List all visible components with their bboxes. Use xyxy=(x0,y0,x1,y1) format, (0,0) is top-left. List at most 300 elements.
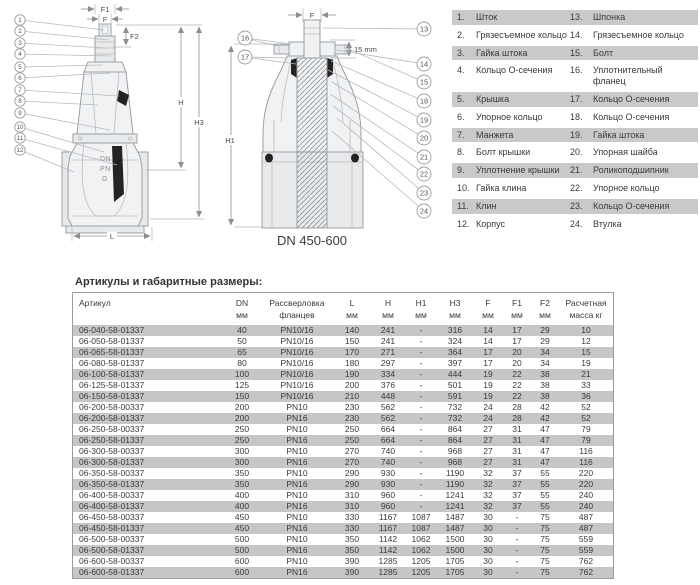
dimension-value: PN10 xyxy=(286,468,308,478)
dimension-value: 55 xyxy=(531,479,559,490)
dimension-value: 330 xyxy=(344,512,360,522)
article-number: 06-250-58-00337 xyxy=(79,424,145,434)
part-number: 5. xyxy=(457,93,465,104)
parts-list-row xyxy=(452,128,698,143)
dimension-value: 55 xyxy=(540,468,550,478)
dimension-value: 200 xyxy=(344,380,360,390)
callout-number: 16 xyxy=(240,33,250,43)
parts-list xyxy=(452,10,698,234)
dimension-value: 42 xyxy=(531,413,559,424)
part-number: 7. xyxy=(457,129,465,140)
valve-diagram-dn450-600 xyxy=(221,8,431,248)
dimension-value: 1705 xyxy=(445,556,465,566)
article-number: 06-080-58-01337 xyxy=(79,358,145,368)
dimension-value: 1062 xyxy=(405,545,437,556)
dimension-value: 390 xyxy=(344,556,360,566)
part-label: Шпонка xyxy=(593,12,626,22)
dimension-value: 32 xyxy=(473,479,503,490)
article-number: 06-200-58-01337 xyxy=(73,413,223,424)
dimension-value: 562 xyxy=(371,413,405,424)
dimension-value: - xyxy=(405,457,437,468)
callout-number: 17 xyxy=(240,52,250,62)
dimension-value: 376 xyxy=(380,380,396,390)
dimension-value: - xyxy=(405,391,437,402)
spec-table-row xyxy=(73,479,613,490)
dimension-value: 22 xyxy=(512,380,522,390)
callout-number: 1 xyxy=(18,17,22,25)
dimension-value: 27 xyxy=(473,457,503,468)
dimension-value: 37 xyxy=(512,468,522,478)
dimension-value: 210 xyxy=(333,391,371,402)
part-label: Шток xyxy=(476,12,498,22)
part-number: 18. xyxy=(570,111,583,122)
part-label: Втулка xyxy=(593,218,622,229)
column-header: F1 xyxy=(512,298,522,308)
dimension-value: 240 xyxy=(559,501,613,512)
spec-table-row xyxy=(73,490,613,501)
column-header-unit: мм xyxy=(511,310,523,320)
dimension-value: 19 xyxy=(581,358,591,368)
parts-list-row xyxy=(452,181,698,196)
callout-number: 6 xyxy=(18,75,22,83)
parts-list-row xyxy=(452,63,698,89)
dimension-value: 1167 xyxy=(378,512,398,522)
column-header: Артикул xyxy=(79,298,111,308)
parts-list-row xyxy=(452,92,698,107)
part-number: 1. xyxy=(457,12,465,22)
callout-number: 2 xyxy=(18,28,22,36)
callout-number: 15 xyxy=(419,77,429,87)
part-number: 16. xyxy=(570,65,583,76)
dimension-value: - xyxy=(503,545,531,556)
part-label: Клин xyxy=(476,200,497,211)
dimension-value: 80 xyxy=(237,358,247,368)
dimension-value: 32 xyxy=(473,501,503,512)
dimension-value: 30 xyxy=(473,523,503,534)
dimension-value: 1142 xyxy=(378,534,398,544)
dimension-value: 34 xyxy=(531,347,559,358)
column-header-unit: мм xyxy=(449,310,461,320)
dimension-value: PN10 xyxy=(286,556,308,566)
callout-number: 10 xyxy=(16,124,24,132)
dimension-value: PN10/16 xyxy=(261,325,333,336)
dim-label-h: H xyxy=(178,98,184,107)
spec-table-row xyxy=(73,435,613,446)
spec-table-row xyxy=(73,347,613,358)
spec-table-row xyxy=(73,358,613,369)
dimension-value: 350 xyxy=(344,534,360,544)
part-label: Крышка xyxy=(476,93,510,104)
dimension-value: 1087 xyxy=(405,523,437,534)
dimension-value: - xyxy=(405,347,437,358)
dimension-value: - xyxy=(405,435,437,446)
dimension-value: 17 xyxy=(503,325,531,336)
dimension-value: 125 xyxy=(234,380,250,390)
dimension-value: PN10 xyxy=(286,490,308,500)
dimension-value: 50 xyxy=(237,336,247,346)
dimension-value: - xyxy=(515,556,519,566)
dimension-value: PN10 xyxy=(286,512,308,522)
dimension-value: 55 xyxy=(531,501,559,512)
dimension-value: 17 xyxy=(483,358,493,368)
dimension-value: - xyxy=(515,512,519,522)
column-header: F xyxy=(485,298,491,308)
callout-number: 3 xyxy=(18,40,22,48)
dimension-value: 864 xyxy=(447,424,463,434)
callout-number: 11 xyxy=(16,135,24,143)
part-label: Упорное кольцо xyxy=(593,182,660,193)
dimension-value: 30 xyxy=(483,534,493,544)
column-header: H1 xyxy=(415,298,427,308)
dimension-value: 40 xyxy=(223,325,261,336)
dim-label-15mm: 15 mm xyxy=(354,45,377,54)
dimension-value: 600 xyxy=(223,567,261,578)
dimension-value: 52 xyxy=(581,402,591,412)
dimension-value: 220 xyxy=(578,468,594,478)
dimension-value: 500 xyxy=(223,545,261,556)
part-number: 10. xyxy=(457,182,470,193)
dimension-value: 250 xyxy=(333,435,371,446)
dimension-value: - xyxy=(515,534,519,544)
dimension-value: 15 xyxy=(559,347,613,358)
dimension-value: 1285 xyxy=(371,567,405,578)
dimension-value: 19 xyxy=(473,369,503,380)
dimension-value: 79 xyxy=(559,435,613,446)
dimension-value: - xyxy=(419,490,423,500)
dimension-value: 444 xyxy=(437,369,473,380)
spec-table-row xyxy=(73,413,613,424)
dimension-value: 559 xyxy=(559,545,613,556)
dimension-value: 180 xyxy=(344,358,360,368)
dimension-value: 330 xyxy=(333,523,371,534)
spec-table-row xyxy=(73,523,613,534)
article-number: 06-400-58-01337 xyxy=(73,501,223,512)
dimension-value: 47 xyxy=(540,424,550,434)
dimension-value: 397 xyxy=(447,358,463,368)
dimension-value: 400 xyxy=(234,490,250,500)
part-number: 17. xyxy=(570,93,583,104)
dimension-value: 75 xyxy=(531,567,559,578)
dimension-value: 930 xyxy=(371,479,405,490)
dimension-value: 316 xyxy=(437,325,473,336)
part-number: 11. xyxy=(457,200,469,211)
column-header-unit: мм xyxy=(482,310,494,320)
part-label: Гайка штока xyxy=(593,129,645,140)
article-number: 06-500-58-00337 xyxy=(79,534,145,544)
dimension-value: PN16 xyxy=(261,435,333,446)
part-number: 15. xyxy=(570,47,583,58)
article-number: 06-350-58-00337 xyxy=(79,468,145,478)
dimension-value: 664 xyxy=(380,424,396,434)
dimension-value: 75 xyxy=(531,523,559,534)
body-mark-pn: PN xyxy=(100,166,111,173)
dimension-value: 100 xyxy=(223,369,261,380)
column-header: DN xyxy=(235,298,249,308)
callout-leader-line xyxy=(20,20,104,30)
dimension-value: 1241 xyxy=(445,490,465,500)
column-header-unit: мм xyxy=(346,310,358,320)
dimension-value: 562 xyxy=(380,402,396,412)
dimension-value: 1205 xyxy=(405,567,437,578)
part-number: 12. xyxy=(457,218,470,229)
dimension-value: 740 xyxy=(380,446,396,456)
column-header: L xyxy=(349,298,355,308)
dimension-value: 52 xyxy=(559,413,613,424)
dimension-value: 37 xyxy=(503,501,531,512)
dimension-value: 500 xyxy=(234,534,250,544)
dimension-value: 400 xyxy=(223,501,261,512)
dimension-value: 27 xyxy=(473,435,503,446)
spec-table-row xyxy=(73,468,613,479)
dimension-value: 37 xyxy=(512,490,522,500)
dimension-value: 42 xyxy=(540,402,550,412)
callout-number: 13 xyxy=(419,24,429,34)
article-number: 06-150-58-01337 xyxy=(73,391,223,402)
dimension-value: 241 xyxy=(371,325,405,336)
dimension-value: 116 xyxy=(579,446,593,456)
part-number: 2. xyxy=(457,29,465,40)
dimension-value: - xyxy=(405,369,437,380)
parts-list-row xyxy=(452,217,698,232)
part-label: Уплотнение крышки xyxy=(476,165,560,176)
parts-list-row xyxy=(452,163,698,178)
dimension-value: 270 xyxy=(333,457,371,468)
spec-table-row xyxy=(73,325,613,336)
callout-number: 9 xyxy=(18,110,22,118)
spec-table-row xyxy=(73,501,613,512)
dimension-value: - xyxy=(503,523,531,534)
dimension-value: 116 xyxy=(559,457,613,468)
dimension-value: 200 xyxy=(234,402,250,412)
callout-leader-line xyxy=(20,43,105,48)
column-header: H3 xyxy=(449,298,461,308)
dimension-value: 1190 xyxy=(445,468,465,478)
spec-table-row xyxy=(73,545,613,556)
dimension-value: 220 xyxy=(559,479,613,490)
dimension-value: 450 xyxy=(234,512,250,522)
spec-table-body xyxy=(73,325,613,578)
part-number: 21. xyxy=(570,165,583,176)
dimension-value: 732 xyxy=(447,402,463,412)
dimension-value: 930 xyxy=(380,468,396,478)
dimension-value: - xyxy=(419,424,423,434)
dim-label-f-mid: F xyxy=(309,11,315,20)
spec-table-row xyxy=(73,567,613,578)
part-label: Упорное кольцо xyxy=(476,111,543,122)
dimension-value: PN16 xyxy=(261,479,333,490)
dimension-value: 200 xyxy=(223,413,261,424)
dimension-value: 190 xyxy=(333,369,371,380)
dimension-value: 1142 xyxy=(371,545,405,556)
dimension-value: 29 xyxy=(531,325,559,336)
dimension-value: 27 xyxy=(483,424,493,434)
valve-diagrams xyxy=(0,0,450,262)
parts-list-row xyxy=(452,110,698,125)
column-header-unit: мм xyxy=(382,310,394,320)
dimension-value: 250 xyxy=(234,424,250,434)
dimension-value: 664 xyxy=(371,435,405,446)
dimension-value: - xyxy=(405,325,437,336)
diagram-caption-dn450-600: DN 450-600 xyxy=(276,233,348,248)
dimension-value: 334 xyxy=(371,369,405,380)
spec-table-row xyxy=(73,380,613,391)
dimension-value: 591 xyxy=(437,391,473,402)
dimension-value: 230 xyxy=(344,402,360,412)
dimension-value: 12 xyxy=(581,336,591,346)
dimension-value: 241 xyxy=(380,336,396,346)
dimension-value: 27 xyxy=(483,446,493,456)
dimension-value: 310 xyxy=(333,501,371,512)
dimension-value: 324 xyxy=(447,336,463,346)
dimension-value: PN10 xyxy=(286,402,308,412)
body-mark-dn: DN xyxy=(100,156,112,163)
dimension-value: 20 xyxy=(503,347,531,358)
spec-table-row xyxy=(73,336,613,347)
dimension-value: - xyxy=(405,479,437,490)
part-label: Корпус xyxy=(476,218,506,229)
column-header-unit: мм xyxy=(539,310,551,320)
dimension-value: 32 xyxy=(483,468,493,478)
dimension-value: 250 xyxy=(344,424,360,434)
dimension-value: 297 xyxy=(380,358,396,368)
spec-table xyxy=(73,293,613,578)
dimension-value: PN16 xyxy=(261,567,333,578)
dimension-value: 150 xyxy=(344,336,360,346)
dimension-value: 30 xyxy=(473,567,503,578)
dimension-value: 270 xyxy=(344,446,360,456)
dimension-value: 17 xyxy=(473,347,503,358)
dimension-value: 240 xyxy=(578,490,594,500)
part-number: 9. xyxy=(457,165,465,176)
dimension-value: PN10 xyxy=(286,534,308,544)
dimension-value: 310 xyxy=(344,490,360,500)
dimension-value: - xyxy=(419,402,423,412)
dimension-value: 762 xyxy=(578,556,594,566)
part-number: 13. xyxy=(570,12,583,22)
spec-table-row xyxy=(73,446,613,457)
dimension-value: 34 xyxy=(540,358,550,368)
dimension-value: 47 xyxy=(531,457,559,468)
dimension-value: 33 xyxy=(581,380,591,390)
article-number: 06-050-58-01337 xyxy=(79,336,145,346)
spec-table-row xyxy=(73,369,613,380)
article-number: 06-200-58-00337 xyxy=(79,402,145,412)
spec-table-row xyxy=(73,512,613,523)
part-number: 6. xyxy=(457,111,465,122)
part-label: Кольцо О-сечения xyxy=(593,200,670,211)
dimension-value: 1062 xyxy=(411,534,431,544)
dimension-value: 1087 xyxy=(411,512,431,522)
dimension-value: 960 xyxy=(371,501,405,512)
part-number: 8. xyxy=(457,147,465,158)
column-header-unit: мм xyxy=(236,310,248,320)
dimension-value: 968 xyxy=(447,446,463,456)
part-label: Кольцо О-сечения xyxy=(593,111,670,122)
dim-label-f2: F2 xyxy=(130,32,139,41)
dimension-value: 600 xyxy=(234,556,250,566)
dimension-value: 350 xyxy=(223,479,261,490)
part-label: Роликоподшипник xyxy=(593,165,669,176)
dimension-value: 75 xyxy=(540,534,550,544)
callout-number: 22 xyxy=(419,169,429,179)
dimension-value: 271 xyxy=(371,347,405,358)
dim-label-f1: F1 xyxy=(100,5,110,14)
part-label: Уплотнительный фланец xyxy=(593,65,663,87)
part-label: Манжета xyxy=(476,129,514,140)
column-header-unit: масса кг xyxy=(569,310,603,320)
dimension-value: 732 xyxy=(437,413,473,424)
dimension-value: 290 xyxy=(344,468,360,478)
part-label: Грязесъемное кольцо xyxy=(476,29,567,40)
body-mark-g: G xyxy=(102,176,108,183)
article-number: 06-300-58-01337 xyxy=(73,457,223,468)
dimension-value: PN10/16 xyxy=(261,391,333,402)
part-number: 14. xyxy=(570,29,583,40)
dimension-value: 559 xyxy=(578,534,594,544)
part-label: Упорная шайба xyxy=(593,147,658,158)
dimension-value: 30 xyxy=(483,512,493,522)
part-label: Болт крышки xyxy=(476,147,531,158)
spec-table-row xyxy=(73,424,613,435)
callout-leader-line xyxy=(336,50,424,64)
dim-label-l: L xyxy=(109,232,115,241)
column-header: H xyxy=(384,298,392,308)
column-header: F2 xyxy=(540,298,550,308)
callout-number: 4 xyxy=(18,51,22,59)
callout-number: 12 xyxy=(16,147,24,155)
part-label: Болт xyxy=(593,47,614,58)
part-label: Гайка клина xyxy=(476,182,527,193)
dimension-value: 31 xyxy=(503,435,531,446)
spec-table-row xyxy=(73,457,613,468)
dimension-value: 1241 xyxy=(437,501,473,512)
dim-label-h1: H1 xyxy=(225,136,235,145)
dimension-value: 390 xyxy=(333,567,371,578)
spec-table-row xyxy=(73,391,613,402)
parts-list-row xyxy=(452,28,698,43)
dimension-value: - xyxy=(419,358,423,368)
dimension-value: 250 xyxy=(223,435,261,446)
article-number: 06-450-58-01337 xyxy=(73,523,223,534)
dimension-value: PN16 xyxy=(261,523,333,534)
dimension-value: PN16 xyxy=(261,413,333,424)
dimension-value: 32 xyxy=(483,490,493,500)
spec-table-row xyxy=(73,402,613,413)
article-number: 06-350-58-01337 xyxy=(73,479,223,490)
dimension-value: 20 xyxy=(512,358,522,368)
dimension-value: 487 xyxy=(578,512,594,522)
dimension-value: 28 xyxy=(512,402,522,412)
dimension-value: 47 xyxy=(531,435,559,446)
article-number: 06-600-58-01337 xyxy=(73,567,223,578)
dimension-value: PN16 xyxy=(261,457,333,468)
dimension-value: 30 xyxy=(483,556,493,566)
dimension-value: 1487 xyxy=(437,523,473,534)
dimension-value: - xyxy=(419,380,423,390)
dimension-value: 501 xyxy=(447,380,463,390)
article-number: 06-600-58-00337 xyxy=(79,556,145,566)
dimension-value: 22 xyxy=(503,391,531,402)
dimension-value: 19 xyxy=(473,391,503,402)
dimension-value: 1500 xyxy=(445,534,465,544)
dimension-value: PN10 xyxy=(286,446,308,456)
dimension-value: 1487 xyxy=(445,512,465,522)
spec-table-row xyxy=(73,534,613,545)
dim-label-f: F xyxy=(102,15,108,24)
spec-table-row xyxy=(73,556,613,567)
article-number: 06-250-58-01337 xyxy=(73,435,223,446)
dimension-value: PN10/16 xyxy=(280,380,314,390)
